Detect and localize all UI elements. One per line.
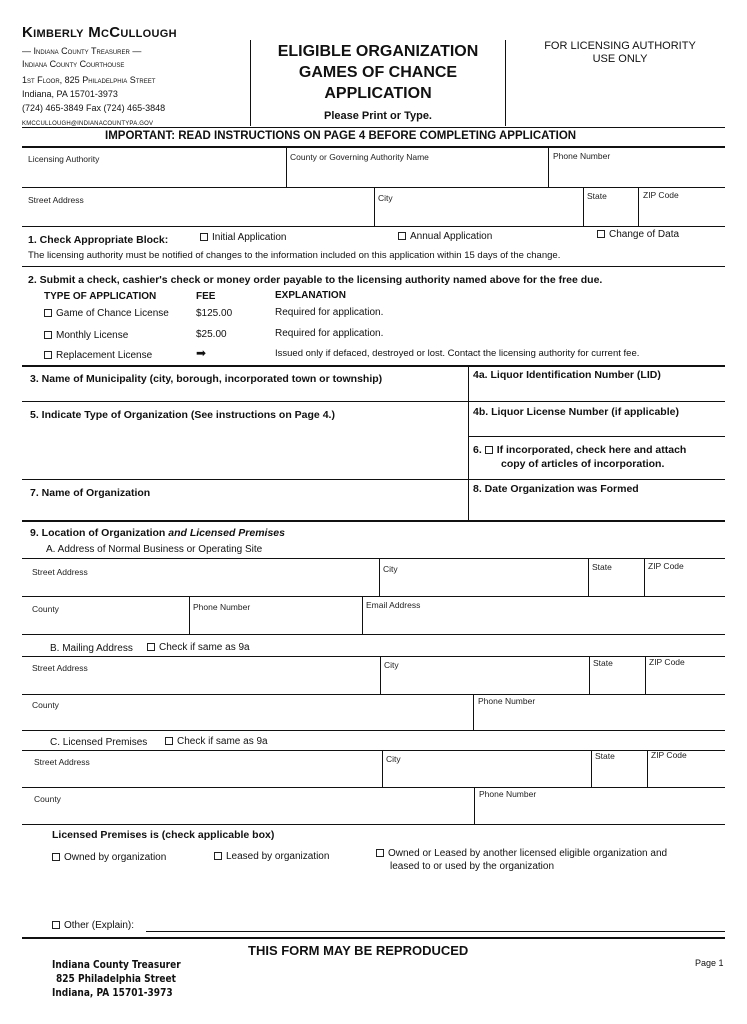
q9b-zip-label: ZIP Code [649, 657, 685, 667]
zip-label: ZIP Code [643, 190, 679, 200]
change-of-data-text: Change of Data [609, 229, 680, 240]
header-line-courthouse: Indiana County Courthouse [22, 59, 125, 69]
monthly-license-checkbox[interactable] [44, 331, 52, 339]
q9a-county-label: County [32, 604, 59, 614]
game-of-chance-fee: $125.00 [196, 308, 233, 319]
owned-option[interactable] [52, 852, 166, 863]
q9a-street-label: Street Address [32, 567, 88, 577]
annual-application-option[interactable] [398, 231, 492, 242]
q9a-label: A. Address of Normal Business or Operating Site [46, 544, 263, 555]
replacement-license-expl: Issued only if defaced, destroyed or lost. Contact the licensing authority for current fee. [275, 348, 640, 359]
treasurer-stamp-line3: Indiana, PA 15701-3973 [52, 986, 173, 999]
reproduce-notice: THIS FORM MAY BE REPRODUCED [248, 943, 469, 958]
licensing-authority-use-only [515, 40, 725, 66]
change-of-data-checkbox[interactable] [597, 230, 605, 238]
monthly-license-text: Monthly License [56, 330, 129, 341]
q9c-zip-label: ZIP Code [651, 750, 687, 760]
q9c-county-label: County [34, 794, 61, 804]
other-explain-text: Other (Explain): [64, 920, 135, 931]
replacement-license-text: Replacement License [56, 350, 153, 361]
form-title-line3: APPLICATION [324, 85, 432, 102]
q3-municipality-label: 3. Name of Municipality (city, borough, incorporated town or township) [30, 373, 383, 385]
q4a-liquor-id-label: 4a. Liquor Identification Number (LID) [473, 369, 661, 381]
premises-label: Licensed Premises is (check applicable box) [52, 829, 275, 841]
initial-application-checkbox[interactable] [200, 233, 208, 241]
q9b-same-text: Check if same as 9a [159, 642, 250, 653]
game-of-chance-expl: Required for application. [275, 307, 384, 318]
annual-application-text: Annual Application [410, 231, 493, 242]
arrow-right-icon: ➡ [196, 346, 207, 360]
county-label: County or Governing Authority Name [290, 152, 429, 162]
form-title-line2: GAMES OF CHANCE [298, 64, 458, 81]
col-type-header: TYPE OF APPLICATION [44, 291, 157, 302]
header-line-title: — Indiana County Treasurer — [22, 46, 142, 56]
replacement-license-checkbox[interactable] [44, 351, 52, 359]
q9b-state-label: State [593, 658, 613, 668]
section1-label: 1. Check Appropriate Block: [28, 234, 169, 246]
city-label: City [378, 193, 393, 203]
other-org-checkbox[interactable] [376, 849, 384, 857]
q9a-email-label: Email Address [366, 600, 421, 610]
street-label: Street Address [28, 195, 84, 205]
monthly-license-option[interactable] [44, 330, 128, 341]
q9b-phone-label: Phone Number [478, 696, 536, 706]
q6-line1: If incorporated, check here and attach [496, 444, 687, 456]
treasurer-stamp-line1: Indiana County Treasurer [52, 958, 181, 971]
q9b-same-option[interactable] [147, 642, 250, 653]
leased-text: Leased by organization [226, 851, 330, 862]
q9a-zip-label: ZIP Code [648, 561, 684, 571]
q8-date-formed-label: 8. Date Organization was Formed [473, 483, 639, 495]
q9a-state-label: State [592, 562, 612, 572]
other-org-option[interactable] [376, 848, 667, 859]
section2-label: 2. Submit a check, cashier's check or money order payable to the licensing authority named above for the free due. [28, 274, 603, 286]
owned-checkbox[interactable] [52, 853, 60, 861]
page-number: Page 1 [695, 958, 724, 968]
other-org-line2: leased to or used by the organization [390, 861, 554, 872]
col-explanation-header: EXPLANATION [275, 290, 346, 301]
q9b-county-label: County [32, 700, 59, 710]
q9a-city-label: City [383, 564, 398, 574]
q9c-phone-label: Phone Number [479, 789, 537, 799]
col-fee-header: FEE [196, 291, 216, 302]
q9c-label: C. Licensed Premises [50, 737, 148, 748]
q9c-same-checkbox[interactable] [165, 737, 173, 745]
state-label: State [587, 191, 607, 201]
monthly-license-fee: $25.00 [196, 329, 227, 340]
q9-title-text: 9. Location of Organization [30, 527, 166, 539]
annual-application-checkbox[interactable] [398, 232, 406, 240]
initial-application-text: Initial Application [212, 232, 287, 243]
q7-org-name-label: 7. Name of Organization [30, 487, 151, 499]
q6-number: 6. [473, 444, 482, 456]
leased-checkbox[interactable] [214, 852, 222, 860]
q6-incorporated-option[interactable] [473, 444, 686, 456]
replacement-license-option[interactable] [44, 350, 152, 361]
q9a-phone-label: Phone Number [193, 602, 251, 612]
section1-note: The licensing authority must be notified of changes to the information included on this application within 15 days of the change. [28, 250, 561, 261]
important-notice: IMPORTANT: READ INSTRUCTIONS ON PAGE 4 BEFORE COMPLETING APPLICATION [105, 130, 577, 142]
change-of-data-option[interactable] [597, 229, 679, 240]
q9b-street-label: Street Address [32, 663, 88, 673]
owned-text: Owned by organization [64, 852, 167, 863]
q9-title [30, 527, 285, 539]
monthly-license-expl: Required for application. [275, 328, 384, 339]
game-of-chance-text: Game of Chance License [56, 308, 169, 319]
header-line-city: Indiana, PA 15701-3973 [22, 89, 118, 99]
lic-only-line1: FOR LICENSING AUTHORITY [544, 40, 696, 52]
q9c-street-label: Street Address [34, 757, 90, 767]
q9b-label: B. Mailing Address [50, 643, 133, 654]
q9c-same-text: Check if same as 9a [177, 736, 268, 747]
form-title-box [250, 40, 506, 126]
q9b-city-label: City [384, 660, 399, 670]
q6-incorporated-checkbox[interactable] [485, 446, 493, 454]
header-line-phone: (724) 465-3849 Fax (724) 465-3848 [22, 103, 166, 113]
other-org-line1: Owned or Leased by another licensed eligible organization and [388, 848, 668, 859]
leased-option[interactable] [214, 851, 329, 862]
other-explain-checkbox[interactable] [52, 921, 60, 929]
game-of-chance-checkbox[interactable] [44, 309, 52, 317]
q9c-city-label: City [386, 754, 401, 764]
q6-line2: copy of articles of incorporation. [501, 458, 665, 470]
q4b-liquor-license-label: 4b. Liquor License Number (if applicable) [473, 406, 679, 418]
other-explain-line[interactable] [146, 931, 725, 932]
licensing-authority-label: Licensing Authority [28, 154, 100, 164]
q5-org-type-label: 5. Indicate Type of Organization (See instructions on Page 4.) [30, 409, 335, 421]
other-explain-option[interactable] [52, 920, 134, 931]
lic-only-line2: USE ONLY [592, 53, 648, 65]
form-title-sub: Please Print or Type. [323, 110, 432, 122]
header-line-street: 1st Floor, 825 Philadelphia Street [22, 75, 156, 85]
treasurer-stamp-line2: 825 Philadelphia Street [56, 972, 176, 985]
header-email: KMCCULLOUGH@INDIANACOUNTYPA.GOV [22, 121, 154, 127]
initial-application-option[interactable] [200, 232, 287, 243]
game-of-chance-option[interactable] [44, 308, 169, 319]
q9c-state-label: State [595, 751, 615, 761]
treasurer-name: Kimberly McCullough [22, 24, 177, 41]
q9b-same-checkbox[interactable] [147, 643, 155, 651]
phone-label: Phone Number [553, 151, 611, 161]
form-title-line1: ELIGIBLE ORGANIZATION [277, 43, 479, 60]
q9c-same-option[interactable] [165, 736, 268, 747]
q9-title-italic: and Licensed Premises [168, 527, 285, 539]
